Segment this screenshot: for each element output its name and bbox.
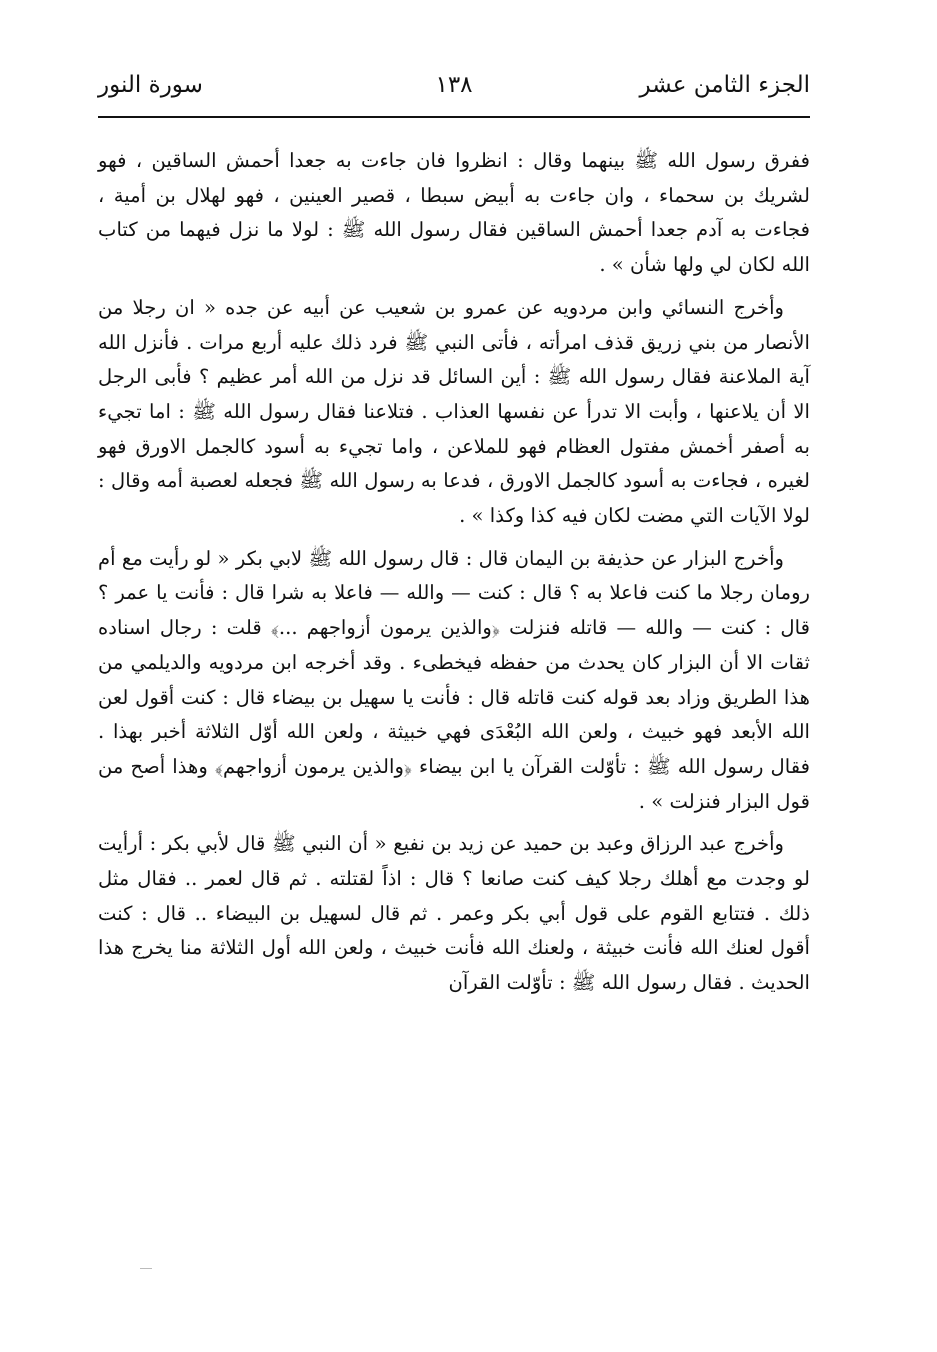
scan-mark: [140, 1268, 152, 1269]
page-number: ١٣٨: [435, 72, 473, 98]
surah-title: سورة النور: [98, 72, 203, 98]
paragraph-3: وأخرج البزار عن حذيفة بن اليمان قال : قال رسول الله ﷺ لابي بكر « لو رأيت مع أم رومان رجلا ما كنت فاعلا به ؟ قال : كنت — والله — فاعلا به شرا قال : فأنت يا عمر ؟ قال : كنت — والله — قاتله فنزلت ﴿والذين يرمون أزواجهم ...﴾ قلت : رجال اسناده ثقات الا أن البزار كان يحدث من حفظه فيخطىء . وقد أخرجه ابن مردويه والديلمي من هذا الطريق وزاد بعد قوله كنت قاتله قال : فأنت يا سهيل بن بيضاء قال : كنت أقول لعن الله الأبعد فهو خبيث ، ولعن الله البُعْدَى فهي خبيثة ، ولعن الله أوّل الثلاثة أخبر بهذا . فقال رسول الله ﷺ : تأوّلت القرآن يا ابن بيضاء ﴿والذين يرمون أزواجهم﴾ وهذا أصح من قول البزار فنزلت » .: [98, 546, 810, 813]
running-header: [98, 60, 810, 106]
book-page: [98, 60, 810, 1320]
paragraph-4: وأخرج عبد الرزاق وعبد بن حميد عن زيد بن نفيع « أن النبي ﷺ قال لأبي بكر : أرأيت لو وجدت مع أهلك رجلا كيف كنت صانعا ؟ قال : اذاً لقتلته . ثم قال لعمر .. فقال مثل ذلك . فتتابع القوم على قول أبي بكر وعمر . ثم قال لسهيل بن البيضاء .. قال : كنت أقول لعنك الله فأنت خبيثة ، ولعنك الله فأنت خبيث ، ولعن الله أول الثلاثة منا يخرج هذا الحديث . فقال رسول الله ﷺ : تأوّلت القرآن: [98, 832, 811, 995]
header-divider: [98, 116, 810, 118]
paragraph-2: وأخرج النسائي وابن مردويه عن عمرو بن شعيب عن أبيه عن جده « ان رجلا من الأنصار من بني زريق قذف امرأته ، فأتى النبي ﷺ فرد ذلك عليه أربع مرات . فأنزل الله آية الملاعنة فقال رسول الله ﷺ : أين السائل قد نزل من الله أمر عظيم ؟ فأبى الرجل الا أن يلاعنها ، وأبت الا تدرأ عن نفسها العذاب . فتلاعنا فقال رسول الله ﷺ : اما تجيء به أصفر أخمش مفتول العظام فهو للملاعن ، واما تجيء به أسود كالجمل الاورق فهو لغيره ، فجاءت به أسود كالجمل الاورق ، فدعا به رسول الله ﷺ فجعله لعصبة أمه وقال : لولا الآيات التي مضت لكان فيه كذا وكذا » .: [98, 295, 810, 528]
part-title: الجزء الثامن عشر: [639, 72, 810, 98]
paragraph-1: ففرق رسول الله ﷺ بينهما وقال : انظروا فان جاءت به جعدا أحمش الساقين ، فهو لشريك بن سحماء ، وان جاءت به أبيض سبطا ، قصير العينين ، فهو لهلال بن أمية ، فجاءت به آدم جعدا أحمش الساقين فقال رسول الله ﷺ : لولا ما نزل فيهما من كتاب الله لكان لي ولها شأن » .: [98, 149, 810, 277]
page-body: [98, 144, 810, 1009]
